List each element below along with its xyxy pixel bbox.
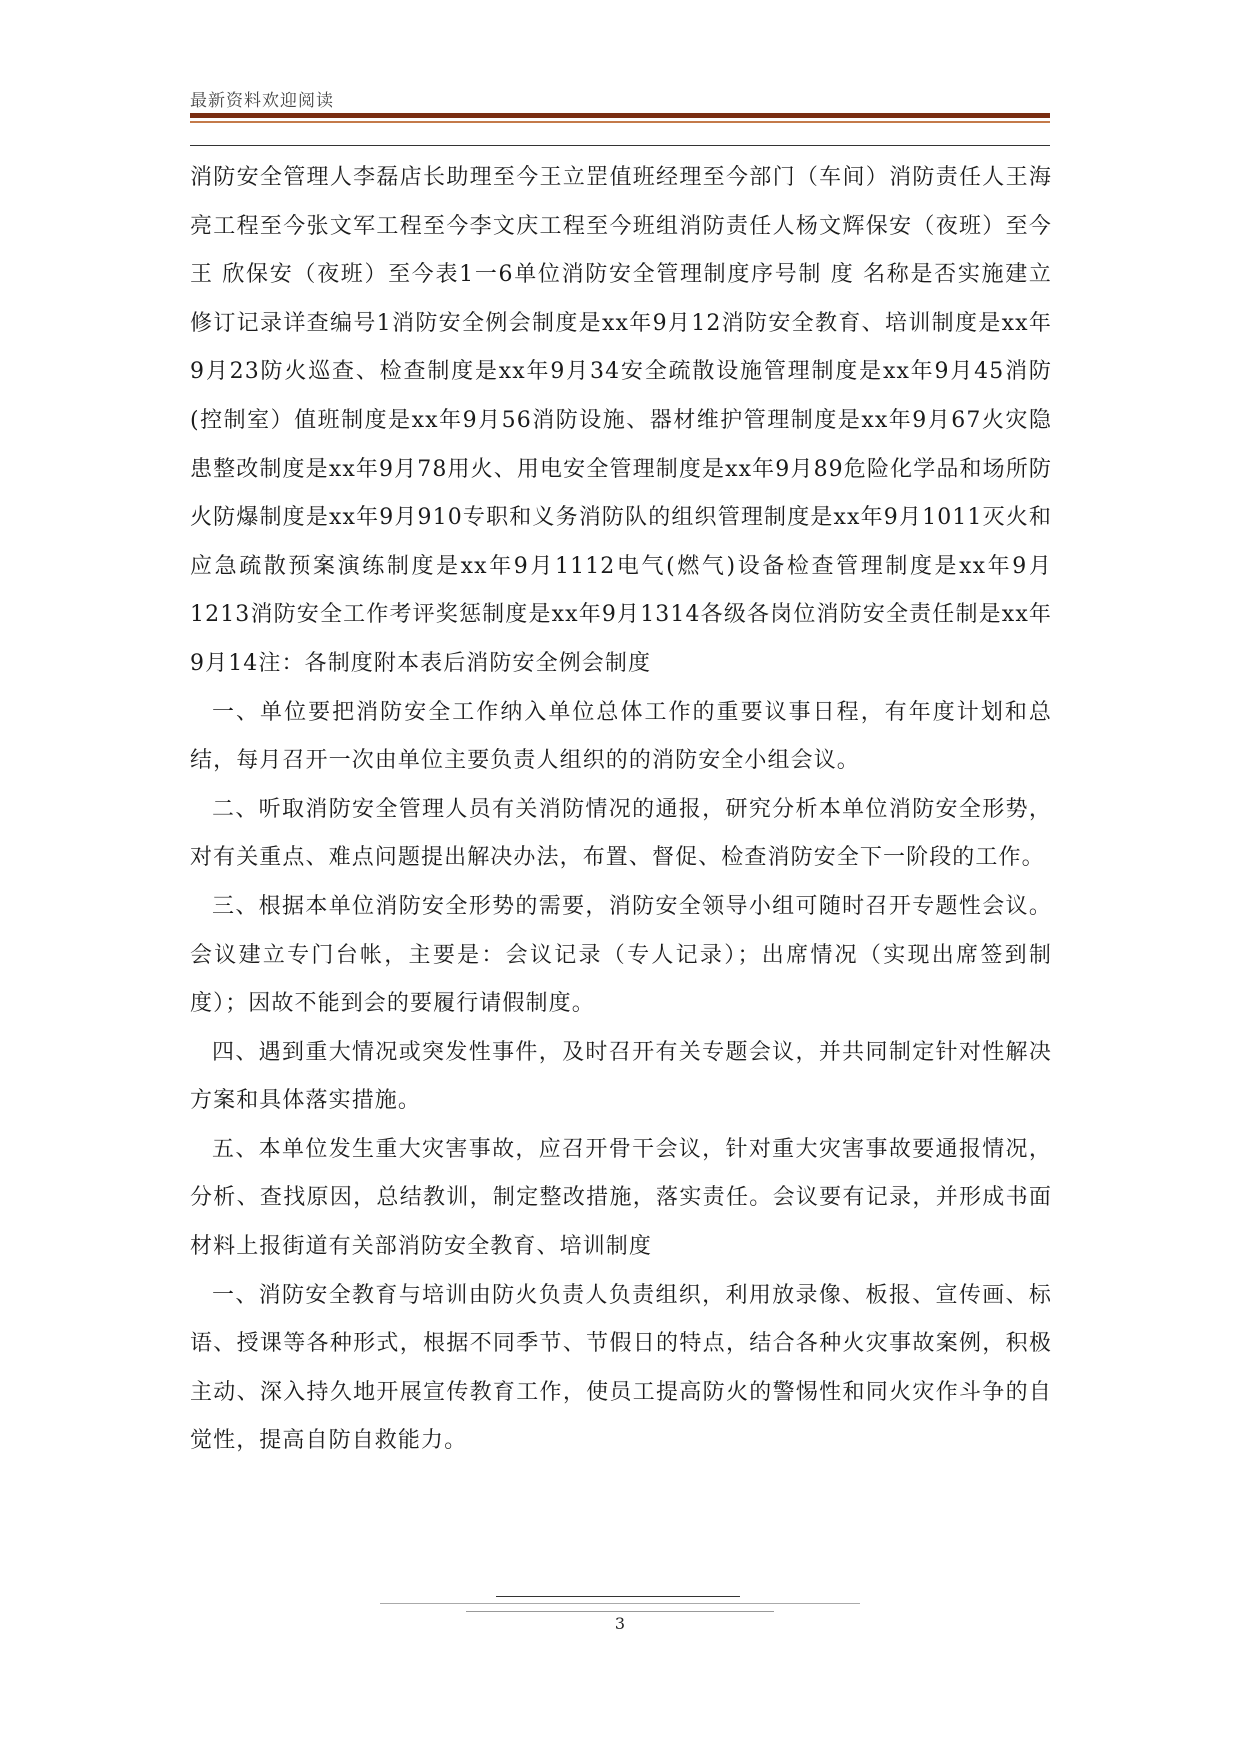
footer-rule-mid: [466, 1611, 774, 1612]
paragraph-training-1: 一、消防安全教育与培训由防火负责人负责组织，利用放录像、板报、宣传画、标语、授课等各种形式，根据不同季节、节假日的特点，结合各种火灾事故案例，积极主动、深入持久地开展宣传教育工作，使员工提高防火的警惕性和同火灾作斗争的自觉性，提高自防自救能力。: [190, 1282, 1052, 1454]
paragraph-table-text: 消防安全管理人李磊店长助理至今王立罡值班经理至今部门（车间）消防责任人王海亮工程至今张文军工程至今李文庆工程至今班组消防责任人杨文辉保安（夜班）至今王 欣保安（夜班）至今表1一6单位消防安全管理制度序号制 度 名称是否实施建立修订记录详查编号1消防安全例会制度是xx年9月12消防安全教育、培训制度是xx年9月23防火巡查、检查制度是xx年9月34安全疏散设施管理制度是xx年9月45消防(控制室）值班制度是xx年9月56消防设施、器材维护管理制度是xx年9月67火灾隐患整改制度是xx年9月78用火、用电安全管理制度是xx年9月89危险化学品和场所防火防爆制度是xx年9月910专职和义务消防队的组织管理制度是xx年9月1011灭火和应急疏散预案演练制度是xx年9月1112电气(燃气)设备检查管理制度是xx年9月1213消防安全工作考评奖惩制度是xx年9月1314各级各岗位消防安全责任制是xx年9月14注：各制度附本表后消防安全例会制度: [190, 165, 1052, 676]
footer-rule-long: [380, 1603, 860, 1604]
page-number: 3: [614, 1614, 626, 1633]
paragraph-meeting-5: 五、本单位发生重大灾害事故，应召开骨干会议，针对重大灾害事故要通报情况，分析、查找原因，总结教训，制定整改措施，落实责任。会议要有记录，并形成书面材料上报街道有关部消防安全教育、培训制度: [190, 1136, 1052, 1260]
header-rule-thick: [190, 113, 1050, 118]
paragraph-meeting-1: 一、单位要把消防安全工作纳入单位总体工作的重要议事日程，有年度计划和总结，每月召开一次由单位主要负责人组织的的消防安全小组会议。: [190, 699, 1052, 774]
paragraph-meeting-3: 三、根据本单位消防安全形势的需要，消防安全领导小组可随时召开专题性会议。会议建立专门台帐，主要是：会议记录（专人记录）；出席情况（实现出席签到制度）；因故不能到会的要履行请假制度。: [190, 893, 1052, 1017]
content-top-rule: [190, 145, 1050, 146]
paragraph-meeting-4: 四、遇到重大情况或突发性事件，及时召开有关专题会议，并共同制定针对性解决方案和具体落实措施。: [190, 1039, 1052, 1114]
document-body: [190, 154, 1052, 1466]
page-header-title: 最新资料欢迎阅读: [190, 91, 334, 111]
footer-rule-short: [496, 1596, 740, 1597]
paragraph-meeting-2: 二、听取消防安全管理人员有关消防情况的通报，研究分析本单位消防安全形势，对有关重点、难点问题提出解决办法，布置、督促、检查消防安全下一阶段的工作。: [190, 796, 1052, 871]
header-rule-thin: [190, 121, 1050, 123]
